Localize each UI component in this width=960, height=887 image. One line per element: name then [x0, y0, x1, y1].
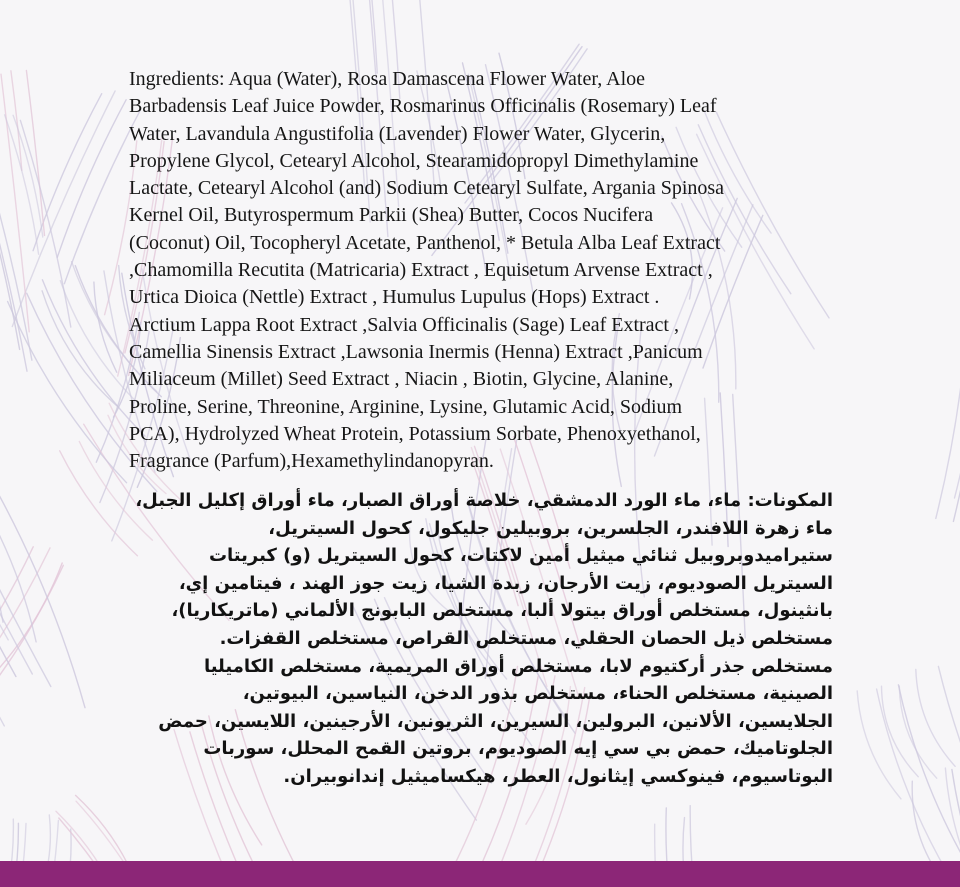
text-line: Ingredients: Aqua (Water), Rosa Damascena Flower Water, Aloe: [129, 68, 645, 90]
text-line: (Coconut) Oil, Tocopheryl Acetate, Panthenol, * Betula Alba Leaf Extract: [129, 231, 721, 254]
text-line: Water, Lavandula Angustifolia (Lavender) Flower Water, Glycerin,: [129, 122, 666, 145]
text-line: Lactate, Cetearyl Alcohol (and) Sodium Cetearyl Sulfate, Argania Spinosa: [129, 177, 725, 200]
text-line: Fragrance (Parfum),Hexamethylindanopyran.: [129, 450, 494, 473]
text-line: Camellia Sinensis Extract ,Lawsonia Inermis (Henna) Extract ,Panicum: [129, 340, 703, 363]
text-line: مستخلص جذر أركتيوم لابا، مستخلص أوراق المريمية، مستخلص الكاميليا: [203, 655, 833, 677]
text-line: المكونات: ماء، ماء الورد الدمشقي، خلاصة أوراق الصبار، ماء أوراق إكليل الجبل،: [135, 490, 833, 511]
ingredients-english-text: [129, 66, 869, 475]
text-line: Barbadensis Leaf Juice Powder, Rosmarinus Officinalis (Rosemary) Leaf: [129, 95, 717, 118]
text-line: PCA), Hydrolyzed Wheat Protein, Potassium Sorbate, Phenoxyethanol,: [129, 422, 701, 445]
text-line: ,Chamomilla Recutita (Matricaria) Extract , Equisetum Arvense Extract ,: [129, 259, 713, 282]
ingredients-arabic-text: [88, 487, 833, 791]
text-line: ماء زهرة اللافندر، الجلسرين، بروبيلين جليكول، كحول السيتريل،: [268, 517, 833, 539]
text-line: Urtica Dioica (Nettle) Extract , Humulus Lupulus (Hops) Extract .: [129, 286, 660, 309]
footer-accent-bar: [0, 861, 960, 887]
text-line: Propylene Glycol, Cetearyl Alcohol, Stearamidopropyl Dimethylamine: [129, 149, 699, 172]
text-line: الجلوتاميك، حمض بي سي إيه الصوديوم، بروتين القمح المحلل، سوربات: [203, 738, 833, 760]
text-line: السيتريل الصوديوم، زيت الأرجان، زبدة الشيا، زيت جوز الهند ، فيتامين إي،: [178, 572, 833, 594]
text-line: البوتاسيوم، فينوكسي إيثانول، العطر، هيكساميثيل إندانوبيران.: [283, 765, 833, 787]
text-line: مستخلص ذيل الحصان الحقلي، مستخلص القراص، مستخلص القفزات.: [219, 627, 833, 649]
text-line: Proline, Serine, Threonine, Arginine, Lysine, Glutamic Acid, Sodium: [129, 395, 683, 418]
text-line: Kernel Oil, Butyrospermum Parkii (Shea) Butter, Cocos Nucifera: [129, 204, 654, 227]
text-line: الجلايسين، الألانين، البرولين، السيرين، الثريونين، الأرجينين، اللايسين، حمض: [158, 710, 833, 732]
text-line: بانثينول، مستخلص أوراق بيتولا ألبا، مستخلص البابونج الألماني (ماتريكاريا)،: [171, 600, 833, 622]
text-line: ستيراميدوبروبيل ثنائي ميثيل أمين لاكتات، كحول السيتريل (و) كبريتات: [208, 545, 833, 567]
text-line: Miliaceum (Millet) Seed Extract , Niacin , Biotin, Glycine, Alanine,: [129, 368, 674, 391]
text-line: Arctium Lappa Root Extract ,Salvia Officinalis (Sage) Leaf Extract ,: [129, 313, 679, 336]
text-line: الصينية، مستخلص الحناء، مستخلص بذور الدخن، النياسين، البيوتين،: [242, 683, 833, 705]
